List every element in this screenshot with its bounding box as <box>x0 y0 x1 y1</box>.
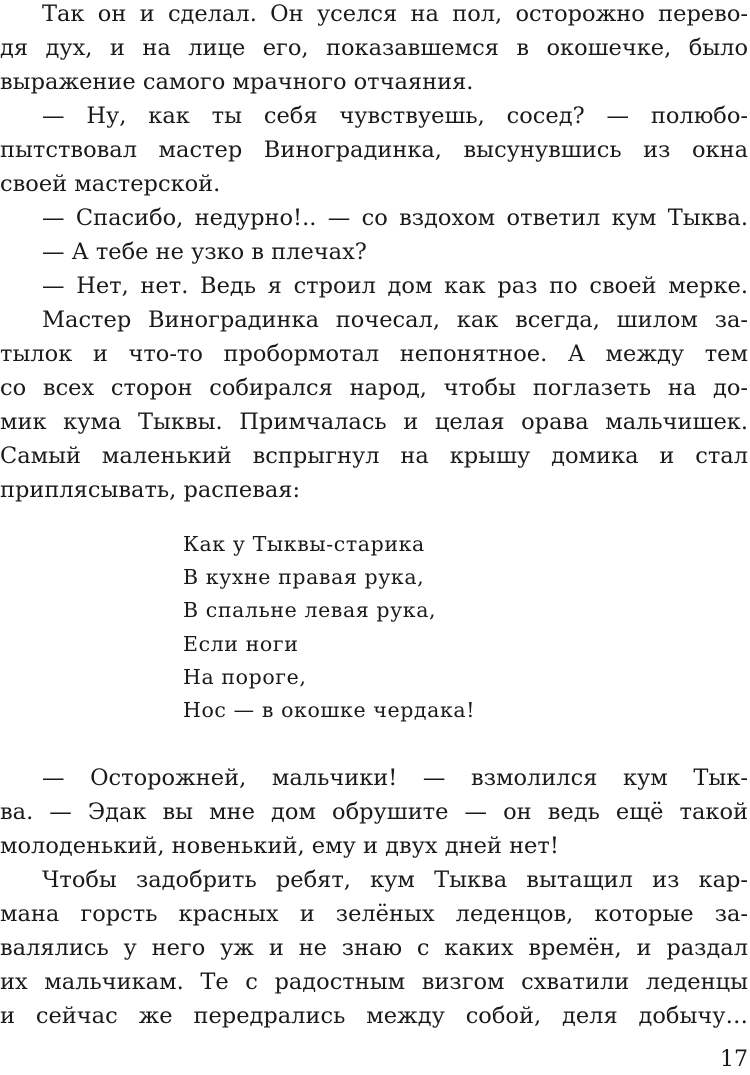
paragraph-8-line-1: Чтобы задобрить ребят, кум Тыква вытащил из кар- <box>42 867 748 893</box>
paragraph-6-line-3: со всех сторон собирался народ, чтобы поглазеть на до- <box>0 375 748 401</box>
poem-line-4: Если ноги <box>183 631 299 656</box>
poem-verse <box>183 528 683 727</box>
paragraph-2-line-3: своей мастерской. <box>0 171 221 197</box>
poem-line-1: Как у Тыквы-старика <box>183 532 425 556</box>
paragraph-5-line-1: — Нет, нет. Ведь я строил дом как раз по своей мерке. <box>42 273 748 299</box>
paragraph-2-line-2: пытствовал мастер Виноградинка, высунувшись из окна <box>0 137 748 163</box>
paragraph-2-line-1: — Ну, как ты себя чувствуешь, сосед? — полюбо- <box>42 103 748 129</box>
page-number: 17 <box>720 1047 748 1072</box>
paragraph-6-line-6: приплясывать, распевая: <box>0 477 301 503</box>
paragraph-6-line-4: мик кума Тыквы. Примчалась и целая орава мальчишек. <box>0 409 748 435</box>
paragraph-6-line-5: Самый маленький вспрыгнул на крышу домика и стал <box>0 443 748 469</box>
paragraph-6-line-2: тылок и что-то пробормотал непонятное. А между тем <box>0 341 748 367</box>
paragraph-3-line-1: — Спасибо, недурно!.. — со вздохом ответил кум Тыква. <box>42 205 748 231</box>
paragraph-6-line-1: Мастер Виноградинка почесал, как всегда, шилом за- <box>42 307 748 333</box>
poem-line-2: В кухне правая рука, <box>183 565 425 590</box>
poem-line-6: Нос — в окошке чердака! <box>183 697 476 722</box>
paragraph-4-line-1: — А тебе не узко в плечах? <box>42 239 367 265</box>
paragraph-8-line-2: мана горсть красных и зелёных леденцов, которые за- <box>0 901 748 927</box>
paragraph-8-line-5: и сейчас же передрались между собой, деля добычу… <box>0 1003 748 1029</box>
paragraph-1-line-3: выражение самого мрачного отчаяния. <box>0 69 474 95</box>
paragraph-1-line-2: дя дух, и на лице его, показавшемся в окошечке, было <box>0 35 748 61</box>
paragraph-7-line-1: — Осторожней, мальчики! — взмолился кум Тык- <box>42 765 748 791</box>
paragraph-7-line-2: ва. — Эдак вы мне дом обрушите — он ведь ещё такой <box>0 799 748 825</box>
paragraph-8-line-3: валялись у него уж и не знаю с каких времён, и раздал <box>0 935 748 961</box>
paragraph-7-line-3: молоденький, новенький, ему и двух дней нет! <box>0 833 559 859</box>
poem-line-5: На пороге, <box>183 664 307 689</box>
paragraph-1-line-1: Так он и сделал. Он уселся на пол, осторожно перево- <box>42 1 748 27</box>
poem-line-3: В спальне левая рука, <box>183 598 437 623</box>
paragraph-8-line-4: их мальчикам. Те с радостным визгом схватили леденцы <box>0 969 748 995</box>
